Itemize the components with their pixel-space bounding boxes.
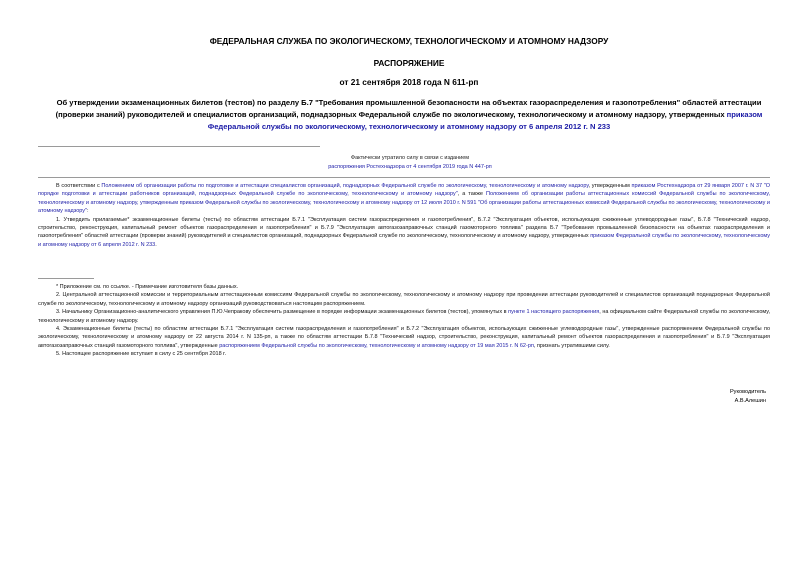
item-1-reference-link[interactable]: пункте 1 настоящего распоряжения — [508, 309, 600, 316]
preamble-text-4: : — [86, 208, 89, 215]
item-2-paragraph: 2. Центральной аттестационной комиссии и территориальным аттестационным комиссиям Федеральной службы по экологическому, технологическому и атомному надзору при проведении аттестации руководителей и специалистов организаций поднадзорных Федеральной службе по экологическому, технологическому и атомному надзору организаций руководствоваться настоящим распоряжением. — [38, 292, 770, 307]
status-note-link[interactable]: распоряжения Ростехнадзора от 4 сентября 2019 года N 447-рп — [328, 164, 492, 170]
item-1-text-2: . — [155, 241, 157, 248]
item-3-paragraph — [38, 308, 770, 325]
order-62-link[interactable]: распоряжением Федеральной службы по экологическому, технологическому и атомному надзору от 19 мая 2015 г. N 62-рп — [219, 342, 534, 349]
item-3-text-1: 3. Начальнику Организационно-аналитического управления П.Ю.Чепракову обеспечить размещение в порядке информации экзаменационных билетов (тестов), упомянутых в — [56, 309, 509, 316]
body-lower — [38, 283, 770, 359]
commission-regulation-link[interactable]: Положением об организации работы аттестационных комиссий Федеральной службы по экологическому, технологическому и атомному надзору, утвержденным приказом Федеральной службы по экологическому, технологическому и атомному надзору от 12 июля 2010 г. N 591 "Об организации работы аттестационных комиссий Федеральной службы по экологическому, технологическому и атомному надзору" — [38, 191, 770, 215]
signature-name: А.В.Алешин — [734, 398, 766, 404]
agency-header: ФЕДЕРАЛЬНАЯ СЛУЖБА ПО ЭКОЛОГИЧЕСКОМУ, ТЕХНОЛОГИЧЕСКОМУ И АТОМНОМУ НАДЗОРУ — [209, 36, 609, 46]
item-1-text-1: 1. Утвердить прилагаемые* экзаменационные билеты (тесты) по областям аттестации Б.7.1 "Эксплуатация систем газораспределения и газопотребления", Б.7.2 "Эксплуатация объектов, использующих сжиженные углеводородные газы", Б.7.8 "Технический надзор, строительство, реконструкция, капитальный ремонт объектов газораспределения и газопотребления" и Б.7.9 "Эксплуатация автогазозаправочных станций газомоторного топлива" раздела Б.7 "Требования промышленной безопасности на объектах газораспределения и газопотребления" областей аттестации (проверки знаний) руководителей и специалистов организаций, поднадзорных Федеральной службе по экологическому, технологическому и атомному надзору, утвержденных — [38, 216, 770, 240]
item-1-paragraph — [38, 216, 770, 250]
document-title — [48, 97, 770, 133]
item-4-text-2: , признать утратившими силу. — [533, 342, 610, 349]
signature-block — [730, 388, 766, 406]
item-5-paragraph: 5. Настоящее распоряжение вступает в силу с 25 сентября 2018 г. — [56, 351, 227, 358]
divider-main — [38, 177, 770, 178]
order-37-link[interactable]: приказом Ростехнадзора от 29 января 2007 г. N 37 "О порядке подготовки и аттестации работников организаций, поднадзорных Федеральной службе по экологическому, технологическому и атомному надзору" — [38, 183, 770, 198]
regulation-link[interactable]: Положением об организации работы по подготовке и аттестации специалистов организаций, поднадзорных Федеральной службе по экологическому, технологическому и атомному надзору — [101, 183, 589, 189]
preamble-text-1: В соответствии с — [56, 183, 102, 189]
signature-role: Руководитель — [729, 389, 766, 395]
status-note-text: Фактически утратило силу в связи с изданием — [350, 155, 470, 161]
footnote: * Приложение см. по ссылке. - Примечание изготовителя базы данных. — [56, 284, 239, 290]
preamble-text-3: , а также — [457, 191, 486, 198]
preamble-text-2: , утвержденным — [588, 183, 632, 189]
document-type: РАСПОРЯЖЕНИЕ — [373, 58, 445, 68]
divider-top — [38, 146, 320, 147]
item-4-text-1: 4. Экзаменационные билеты (тесты) по областям аттестации Б.7.1 "Эксплуатация систем газораспределения и газопотребления" и Б.7.2 "Эксплуатация объектов, использующих сжиженные углеводородные газы", утвержденные распоряжением Федеральной службы по экологическому, технологическому и атомному надзору от 22 августа 2014 г. N 135-рп, а также по областям аттестации Б.7.8 "Технический надзор, строительство, реконструкция, капитальный ремонт объектов газораспределения и газопотребления" и Б.7.9 "Эксплуатация автогазозаправочных станций газомоторного топлива", утвержденные — [38, 326, 770, 349]
order-233-link[interactable]: приказом Федеральной службы по экологическому, технологическому и атомному надзору от 6 апреля 2012 г. N 233 — [38, 233, 770, 248]
document-date: от 21 сентября 2018 года N 611-рп — [339, 77, 479, 87]
body-upper — [38, 182, 770, 249]
preamble-paragraph — [38, 182, 770, 216]
item-4-paragraph — [38, 325, 770, 350]
status-note — [280, 154, 540, 172]
title-text: Об утверждении экзаменационных билетов (тестов) по разделу Б.7 "Требования промышленной безопасности на объектах газораспределения и газопотребления" областей аттестации (проверки знаний) руководителей и специалистов организаций, поднадзорных Федеральной службе по экологическому, технологическому и атомному надзору, утвержденных — [55, 98, 762, 119]
footnote-divider — [38, 278, 94, 279]
item-3-text-2: , на официальном сайте Федеральной службы по экологическому, технологическому и атомному надзору. — [38, 309, 771, 324]
title-order-link[interactable]: приказом Федеральной службы по экологическому, технологическому и атомному надзору от 6 апреля 2012 г. N 233 — [207, 110, 763, 131]
